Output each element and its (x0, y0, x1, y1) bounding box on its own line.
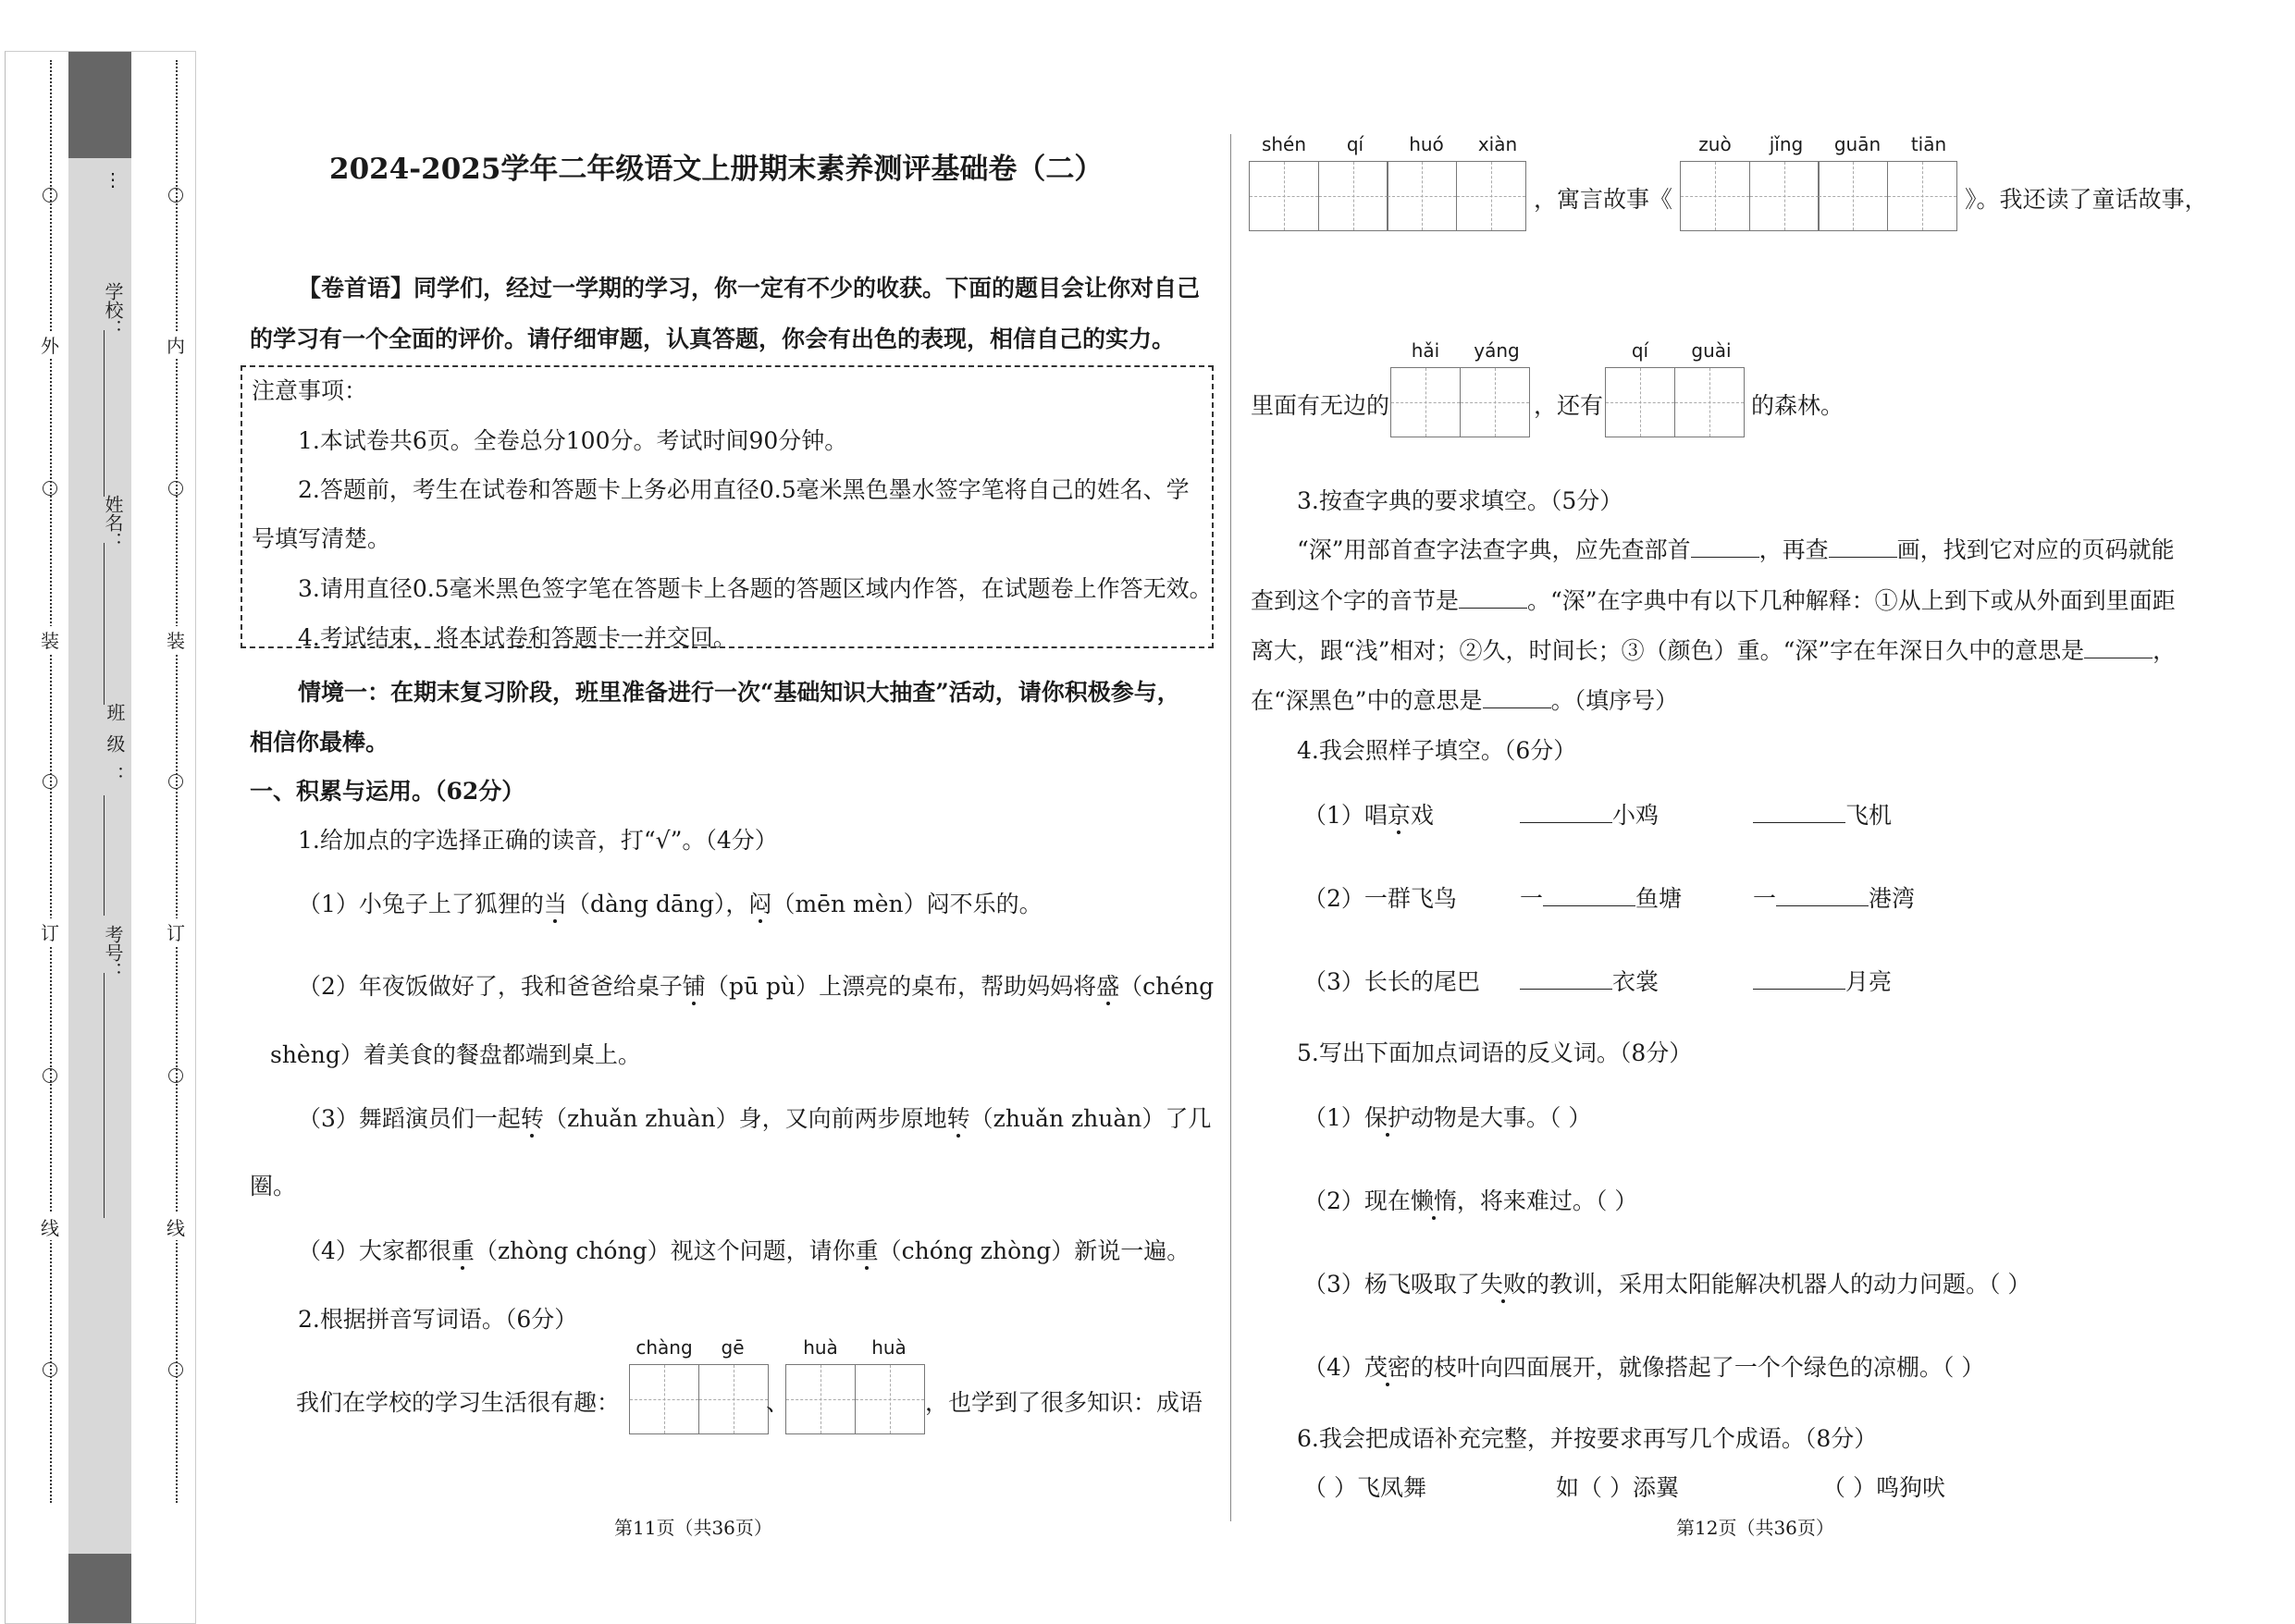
exam-number-field[interactable] (102, 925, 124, 980)
q1-title: 1.给加点的字选择正确的读音，打“√”。（4分） (298, 827, 778, 854)
outer-label-zhuang: 装 (39, 626, 61, 653)
binding-hole (43, 1068, 57, 1083)
pinyin: qí (1631, 339, 1649, 362)
q2-line2-text: ，寓言故事《 (1534, 186, 1673, 213)
notice-heading: 注意事项： (252, 377, 368, 404)
binding-strip (5, 51, 196, 1624)
scenario-line-2: 相信你最棒。 (250, 729, 389, 756)
q3-title: 3.按查字典的要求填空。（5分） (1297, 487, 1623, 514)
q1-item-2-cont: shèng）着美食的餐盘都端到桌上。 (270, 1041, 641, 1068)
answer-grid-changge[interactable] (629, 1364, 769, 1434)
q1-item-1: （1）小兔子上了狐狸的当（dàng dāng），闷（mēn mèn）闷不乐的。 (298, 891, 1043, 917)
outer-label-xian: 线 (39, 1213, 61, 1240)
q3-blank-syllable[interactable] (1459, 584, 1527, 609)
pinyin: hǎi (1411, 339, 1440, 362)
q4-row-3: （3）长长的尾巴 (1303, 968, 1480, 995)
notice-item-4: 4.考试结束，将本试卷和答题卡一并交回。 (298, 624, 736, 651)
pinyin: gē (721, 1336, 745, 1359)
q4-row-3-blank-a[interactable]: 衣裳 (1520, 964, 1659, 997)
dotted-word: 失败 (1479, 1271, 1526, 1298)
pinyin: huà (803, 1336, 838, 1359)
class-field[interactable] (102, 703, 124, 797)
q4-row-2: （2）一群飞鸟 (1303, 885, 1457, 912)
binding-hole (168, 188, 183, 203)
class-field-label: 班级： (104, 703, 126, 797)
q1-item-3: （3）舞蹈演员们一起转（zhuǎn zhuàn）身，又向前两步原地转（zhuǎn zhuàn）了几 (298, 1105, 1212, 1132)
pinyin: qí (1346, 133, 1364, 155)
q5-item-1[interactable]: （1）保护动物是大事。（ ） (1303, 1104, 1592, 1131)
pinyin: huà (871, 1336, 907, 1359)
q5-item-2[interactable]: （2）现在懒惰，将来难过。（ ） (1303, 1187, 1638, 1214)
answer-grid-shenqihuoxian[interactable] (1249, 161, 1526, 231)
outer-label-wai: 外 (39, 331, 61, 358)
pinyin: huó (1409, 133, 1444, 155)
q4-row-1-blank-a[interactable]: 小鸡 (1520, 797, 1659, 830)
q5-item-4[interactable]: （4）茂密的枝叶向四面展开，就像搭起了一个个绿色的凉棚。（ ） (1303, 1354, 1985, 1381)
binding-hole (43, 1362, 57, 1377)
q4-row-2-example: 一群飞鸟 (1363, 885, 1457, 912)
q1-item-4: （4）大家都很重（zhòng chóng）视这个问题，请你重（chóng zhòng）新说一遍。 (298, 1237, 1191, 1264)
notice-item-3: 3.请用直径0.5毫米黑色签字笔在答题卡上各题的答题区域内作答，在试题卷上作答无效。 (298, 575, 1213, 602)
q2-line1-text-b: ，也学到了很多知识：成语 (925, 1389, 1203, 1416)
dotted-word: 保护 (1363, 1104, 1411, 1131)
notice-box (241, 365, 1214, 648)
q3-blank-strokes[interactable] (1829, 534, 1897, 558)
q3-line-2: 查到这个字的音节是 。“深”在字典中有以下几种解释：①从上到下或从外面到里面距 (1251, 583, 2176, 616)
q3-blank-meaning-2[interactable] (1483, 684, 1551, 708)
binding-hole (168, 1362, 183, 1377)
q4-row-2-blank-a[interactable]: 一 鱼塘 (1520, 880, 1682, 914)
dotted-char: 铺 (682, 973, 706, 1000)
dotted-char: 唱京戏 (1363, 802, 1434, 829)
school-field-line (104, 330, 105, 497)
binding-hole (43, 481, 57, 496)
q3-blank-radical[interactable] (1691, 534, 1759, 558)
q6-title: 6.我会把成语补充完整，并按要求再写几个成语。（8分） (1297, 1425, 1878, 1452)
binding-hole (43, 188, 57, 203)
answer-grid-zuojingguantian[interactable] (1680, 161, 1957, 231)
answer-grid-haiyang[interactable] (1390, 367, 1530, 437)
q6-idiom-3[interactable]: （ ）鸣狗吠 (1822, 1474, 1945, 1501)
q2-line3-text-b: ，还有 (1534, 392, 1604, 419)
q4-row-2-blank-b[interactable]: 一 港湾 (1753, 880, 1915, 914)
notice-item-1: 1.本试卷共6页。全卷总分100分。考试时间90分钟。 (298, 427, 848, 454)
class-field-line (104, 795, 105, 916)
pinyin: guài (1691, 339, 1732, 362)
inner-label-nei: 内 (165, 331, 187, 358)
section-1-heading: 一、积累与运用。（62分） (250, 778, 525, 805)
q4-row-3-example: 长长的尾巴 (1363, 968, 1480, 995)
pinyin: shén (1261, 133, 1307, 155)
dotted-char: 转 (520, 1105, 544, 1132)
binding-hole (168, 1068, 183, 1083)
pinyin: xiàn (1477, 133, 1518, 155)
q4-row-1: （1）唱京戏 (1303, 802, 1434, 829)
q4-title: 4.我会照样子填空。（6分） (1297, 737, 1577, 764)
dotted-char: 闷 (748, 891, 772, 917)
pinyin: yáng (1474, 339, 1520, 362)
binding-hole (43, 774, 57, 789)
school-field[interactable] (102, 282, 124, 338)
q6-idiom-2[interactable]: 如（ ）添翼 (1556, 1474, 1679, 1501)
dotted-char: 盛 (1096, 973, 1120, 1000)
q2-sep: 、 (766, 1389, 790, 1416)
notice-item-2: 2.答题前，考生在试卷和答题卡上务必用直径0.5毫米黑色墨水签字笔将自己的姓名、学 (298, 476, 1190, 503)
inner-label-ding: 订 (165, 918, 187, 945)
footer-left: 第11页（共36页） (614, 1517, 772, 1539)
dotted-word: 懒惰 (1410, 1187, 1457, 1214)
q2-line3-text: 里面有无边的 (1251, 392, 1390, 419)
binding-dark-top (68, 52, 131, 158)
dotted-char: 重 (855, 1237, 879, 1264)
column-divider (1230, 134, 1231, 1521)
q2-line3-text-c: 的森林。 (1751, 392, 1845, 419)
name-field-label: 姓名： (102, 495, 124, 550)
q1-item-3-cont: 圈。 (250, 1173, 297, 1200)
notice-item-2-cont: 号填写清楚。 (252, 525, 391, 552)
answer-grid-huahua[interactable] (785, 1364, 925, 1434)
pinyin: guān (1833, 133, 1882, 155)
dotted-char: 重 (450, 1237, 475, 1264)
footer-right: 第12页（共36页） (1676, 1517, 1834, 1539)
pinyin: jǐng (1769, 133, 1804, 155)
q4-row-1-blank-b[interactable]: 飞机 (1753, 797, 1892, 830)
binding-hole (168, 774, 183, 789)
q1-item-2: （2）年夜饭做好了，我和爸爸给桌子铺（pū pù）上漂亮的桌布，帮助妈妈将盛（chéng (298, 973, 1215, 1000)
binding-hole (168, 481, 183, 496)
q3-line-3: 离大，跟“浅”相对；②久，时间长；③（颜色）重。“深”字在年深日久中的意思是 ， (1251, 633, 2176, 666)
scenario-line-1: 情境一：在期末复习阶段，班里准备进行一次“基础知识大抽查”活动，请你积极参与， (298, 679, 1180, 706)
binding-dark-bottom (68, 1554, 131, 1623)
preface-line-1: 【卷首语】同学们，经过一学期的学习，你一定有不少的收获。下面的题目会让你对自己 (298, 275, 1201, 301)
school-field-label: 学校： (102, 282, 124, 338)
q3-line-4: 在“深黑色”中的意思是 。（填序号） (1251, 683, 1678, 716)
inner-label-zhuang: 装 (165, 626, 187, 653)
exam-number-field-label: 考号： (102, 925, 124, 980)
name-field[interactable] (102, 495, 124, 550)
outer-label-ding: 订 (39, 918, 61, 945)
exam-number-field-line (104, 973, 105, 1218)
q5-item-3[interactable]: （3）杨飞吸取了失败的教训，采用太阳能解决机器人的动力问题。（ ） (1303, 1271, 2031, 1298)
q2-line2-text-b: 》。我还读了童话故事， (1965, 186, 2208, 213)
q2-line1-text: 我们在学校的学习生活很有趣： (296, 1389, 621, 1416)
q5-title: 5.写出下面加点词语的反义词。（8分） (1297, 1040, 1693, 1066)
q4-row-3-blank-b[interactable]: 月亮 (1753, 964, 1892, 997)
answer-grid-qiguai[interactable] (1605, 367, 1745, 437)
pinyin: chàng (635, 1336, 693, 1359)
inner-label-xian: 线 (165, 1213, 187, 1240)
pinyin: tiān (1910, 133, 1947, 155)
q2-title: 2.根据拼音写词语。（6分） (298, 1306, 578, 1333)
q3-blank-meaning-1[interactable] (2084, 634, 2153, 658)
q3-line-1: “深”用部首查字法查字典，应先查部首 ，再查 画，找到它对应的页码就能 (1297, 532, 2175, 565)
q6-idiom-1[interactable]: （ ）飞凤舞 (1303, 1474, 1426, 1501)
binding-ellipsis: ⋮ (104, 168, 122, 191)
dotted-char: 当 (543, 891, 567, 917)
pinyin: zuò (1698, 133, 1732, 155)
name-field-line (104, 543, 105, 705)
page-title: 2024-2025学年二年级语文上册期末素养测评基础卷（二） (329, 153, 1104, 186)
dotted-word: 茂密 (1363, 1354, 1411, 1381)
dotted-char: 转 (946, 1105, 970, 1132)
preface-line-2: 的学习有一个全面的评价。请仔细审题，认真答题，你会有出色的表现，相信自己的实力。 (250, 326, 1176, 352)
